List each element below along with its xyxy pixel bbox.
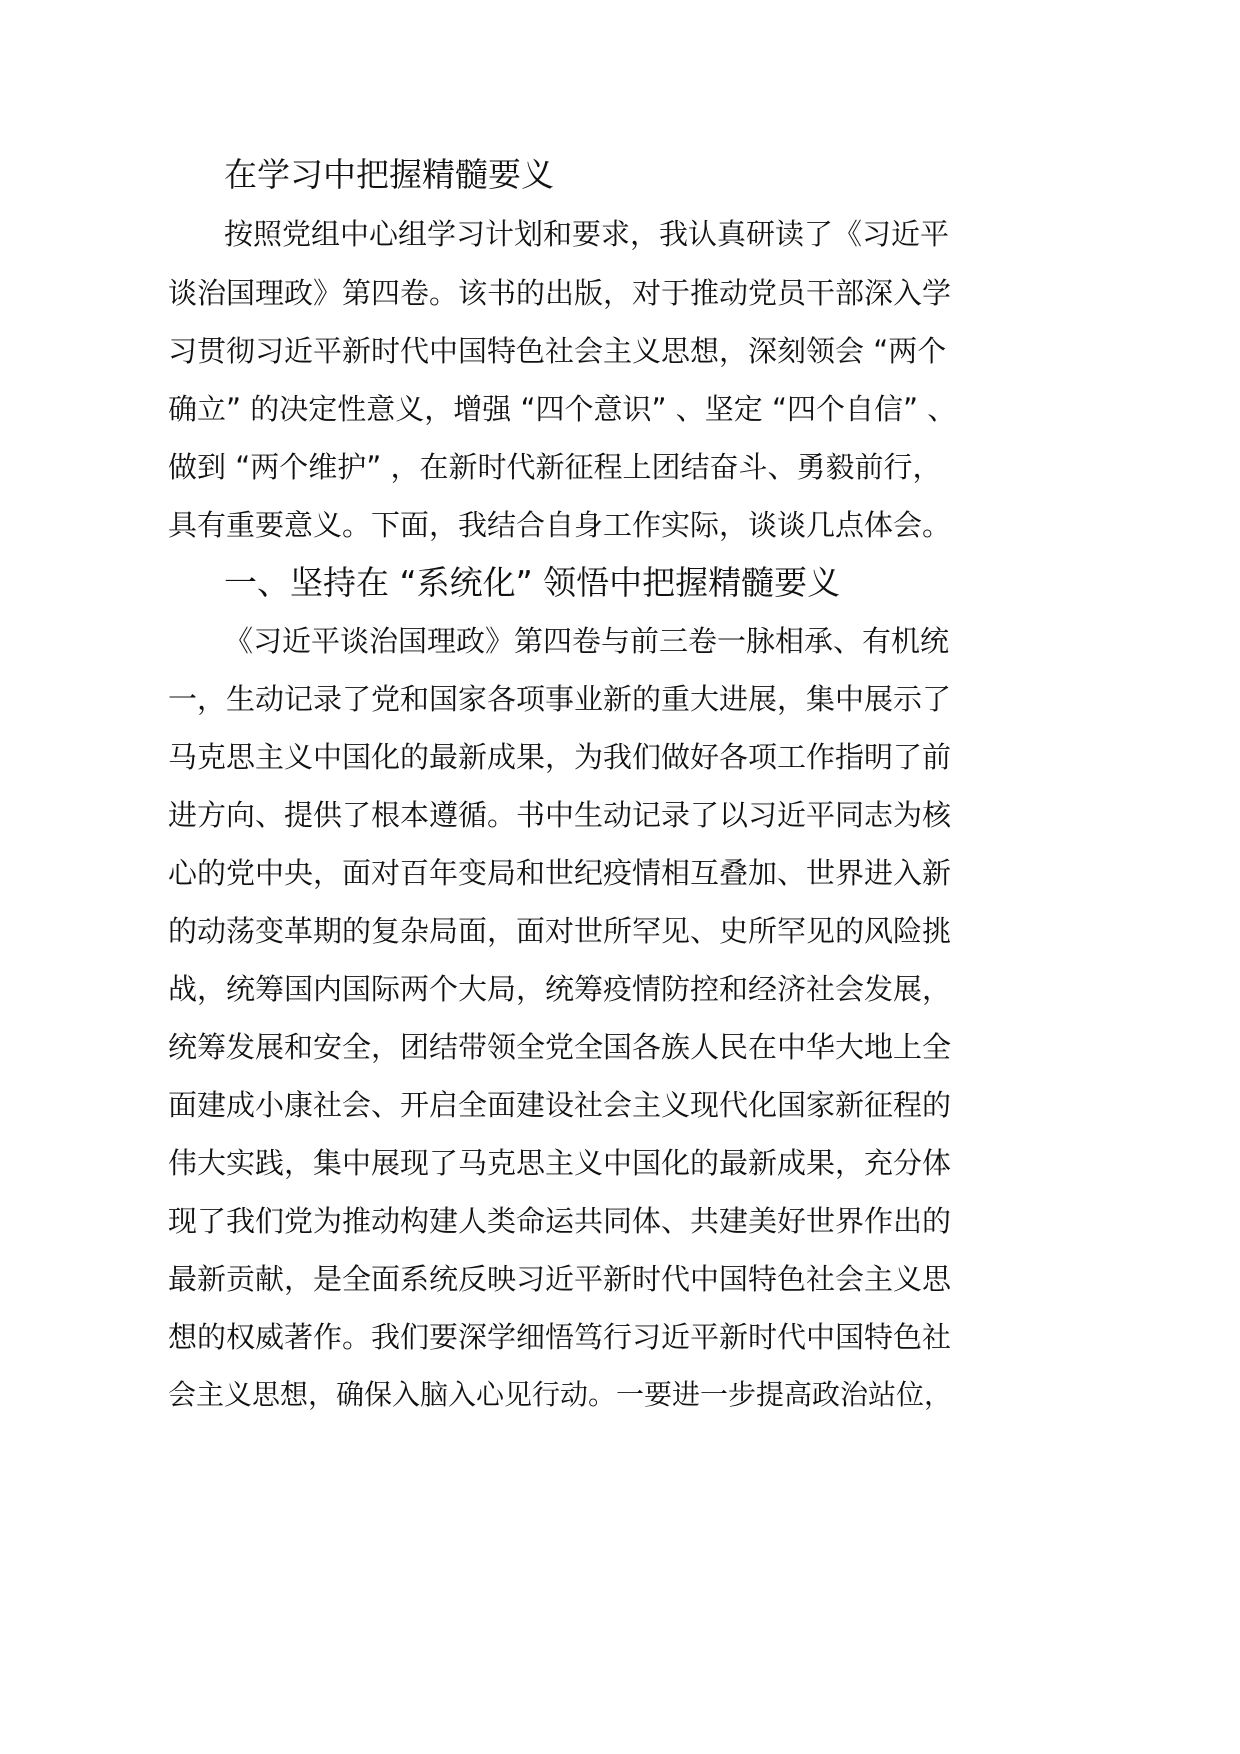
section-heading: 一、坚持在 “系统化” 领悟中把握精髓要义 — [224, 563, 841, 602]
document-title: 在学习中把握精髓要义 — [224, 155, 554, 194]
paragraph-line: 《习近平谈治国理政》第四卷与前三卷一脉相承、有机统 — [224, 624, 950, 658]
paragraph-line: 一，生动记录了党和国家各项事业新的重大进展，集中展示了 — [168, 682, 952, 716]
paragraph-line: 确立” 的决定性意义，增强 “四个意识” 、坚定 “四个自信” 、 — [168, 392, 957, 426]
paragraph-line: 习贯彻习近平新时代中国特色社会主义思想，深刻领会 “两个 — [168, 334, 947, 368]
paragraph-line: 谈治国理政》第四卷。该书的出版，对于推动党员干部深入学 — [168, 276, 952, 310]
paragraph-line: 统筹发展和安全，团结带领全党全国各族人民在中华大地上全 — [168, 1030, 952, 1064]
paragraph-line: 进方向、提供了根本遵循。书中生动记录了以习近平同志为核 — [168, 798, 952, 832]
paragraph-line: 具有重要意义。下面，我结合自身工作实际，谈谈几点体会。 — [168, 508, 952, 542]
paragraph-line: 按照党组中心组学习计划和要求，我认真研读了《习近平 — [224, 217, 950, 251]
paragraph-line: 的动荡变革期的复杂局面，面对世所罕见、史所罕见的风险挑 — [168, 914, 952, 948]
paragraph-line: 现了我们党为推动构建人类命运共同体、共建美好世界作出的 — [168, 1204, 952, 1238]
paragraph-line: 想的权威著作。我们要深学细悟笃行习近平新时代中国特色社 — [168, 1320, 952, 1354]
paragraph-line: 会主义思想，确保入脑入心见行动。一要进一步提高政治站位， — [168, 1378, 953, 1411]
paragraph-line: 最新贡献，是全面系统反映习近平新时代中国特色社会主义思 — [168, 1262, 952, 1296]
paragraph-line: 心的党中央，面对百年变局和世纪疫情相互叠加、世界进入新 — [168, 856, 952, 890]
paragraph-line: 做到 “两个维护” ，在新时代新征程上团结奋斗、勇毅前行， — [168, 450, 942, 484]
paragraph-line: 伟大实践，集中展现了马克思主义中国化的最新成果，充分体 — [168, 1146, 952, 1180]
paragraph-line: 战，统筹国内国际两个大局，统筹疫情防控和经济社会发展， — [168, 972, 952, 1006]
paragraph-line: 面建成小康社会、开启全面建设社会主义现代化国家新征程的 — [168, 1088, 952, 1122]
paragraph-line: 马克思主义中国化的最新成果，为我们做好各项工作指明了前 — [168, 740, 952, 774]
